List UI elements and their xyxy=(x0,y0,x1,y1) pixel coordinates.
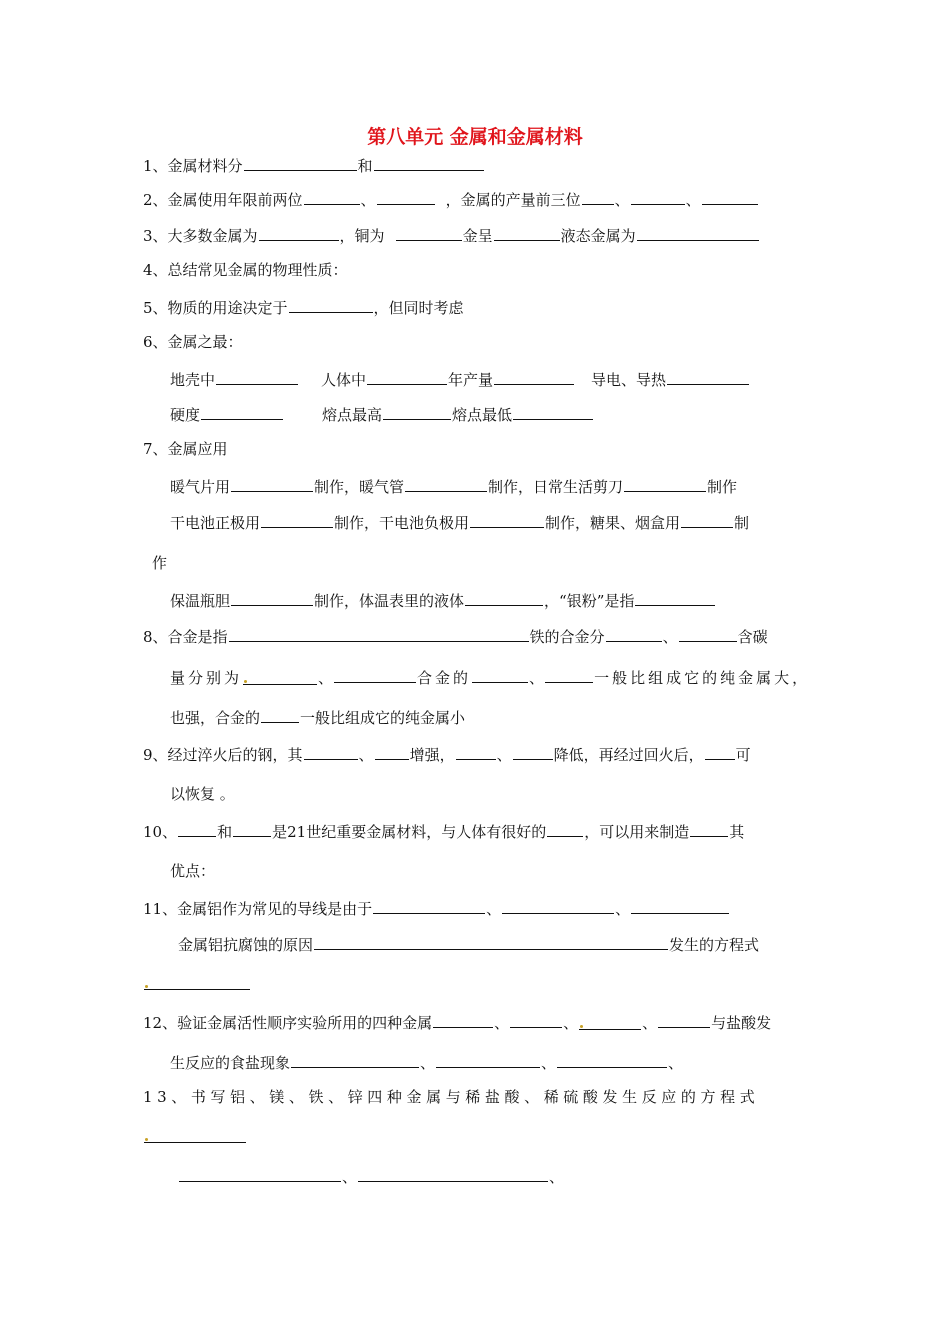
question-7-row-3 xyxy=(170,589,716,611)
q5-text: ，但同时考虑 xyxy=(373,299,464,317)
q9-text: 、 xyxy=(358,746,374,764)
q7-text: 7、金属应用 xyxy=(143,440,228,458)
q2-text: 、 xyxy=(614,191,630,209)
question-13-row-3 xyxy=(178,1165,564,1187)
blank[interactable] xyxy=(374,154,484,171)
q3-text: ，铜为 xyxy=(339,227,385,245)
q10-text: 和 xyxy=(217,823,233,841)
question-11 xyxy=(143,897,730,919)
blank[interactable] xyxy=(465,589,543,606)
blank[interactable] xyxy=(375,743,409,760)
q8-text: 铁的合金分 xyxy=(529,628,605,646)
q7-text: 制作，干电池负极用 xyxy=(334,514,470,532)
q4-text: 4、总结常见金属的物理性质： xyxy=(143,261,348,279)
blank[interactable] xyxy=(377,188,435,205)
blank[interactable] xyxy=(383,403,451,420)
question-12-row-2 xyxy=(170,1051,683,1073)
q12-text: 、 xyxy=(420,1054,436,1072)
q12-text: 、 xyxy=(541,1054,557,1072)
q8-text: 8、合金是指 xyxy=(143,628,228,646)
q7-text: 暖气片用 xyxy=(170,478,231,496)
q10-text: ，可以用来制造 xyxy=(584,823,690,841)
q7-text: 作 xyxy=(152,554,168,572)
blank[interactable] xyxy=(658,1011,710,1028)
blank[interactable] xyxy=(304,188,360,205)
blank[interactable] xyxy=(513,743,553,760)
q11-text: 、 xyxy=(615,900,631,918)
q7-text: 制 xyxy=(734,514,750,532)
q3-text: 3、大多数金属为 xyxy=(143,227,258,245)
question-6 xyxy=(143,332,243,352)
question-12 xyxy=(143,1011,771,1033)
question-10-row-2 xyxy=(170,861,215,881)
question-1 xyxy=(143,154,485,176)
q6-text: 6、金属之最： xyxy=(143,333,243,351)
stray-dot xyxy=(145,985,148,988)
question-6-row-1 xyxy=(170,368,750,390)
blank[interactable] xyxy=(304,743,358,760)
q10-text: 优点： xyxy=(170,862,216,880)
blank[interactable] xyxy=(702,188,758,205)
blank[interactable] xyxy=(334,666,416,683)
q1-text: 1、金属材料分 xyxy=(143,157,243,175)
stray-dot xyxy=(145,1138,148,1141)
question-7-row-1 xyxy=(170,475,737,497)
blank[interactable] xyxy=(291,1051,419,1068)
q12-text: 与盐酸发 xyxy=(711,1014,772,1032)
q6-text: 导电、导热 xyxy=(591,371,667,389)
question-13 xyxy=(143,1087,759,1107)
blank[interactable] xyxy=(606,625,662,642)
q12-text: 、 xyxy=(563,1014,579,1032)
question-7-row-2 xyxy=(170,511,749,533)
q6-text: 年产量 xyxy=(448,371,494,389)
blank[interactable] xyxy=(510,1011,562,1028)
blank[interactable] xyxy=(679,625,737,642)
blank[interactable] xyxy=(582,188,614,205)
q8-text: 含碳 xyxy=(737,628,768,646)
q9-text: 降低，再经过回火后， xyxy=(553,746,704,764)
blank[interactable] xyxy=(545,666,593,683)
blank[interactable] xyxy=(405,475,487,492)
blank[interactable] xyxy=(259,224,339,241)
blank[interactable] xyxy=(456,743,496,760)
q2-text: 、 xyxy=(685,191,701,209)
blank[interactable] xyxy=(436,1051,540,1068)
q2-text: 2、金属使用年限前两位 xyxy=(143,191,303,209)
stray-dot xyxy=(580,1025,583,1028)
blank[interactable] xyxy=(513,403,593,420)
q13-text: 、 xyxy=(549,1168,565,1186)
blank[interactable] xyxy=(557,1051,667,1068)
blank[interactable] xyxy=(231,589,313,606)
q8-text: 量分别为 xyxy=(170,669,243,687)
q8-text: 合金的 xyxy=(417,669,472,687)
blank[interactable] xyxy=(144,973,250,990)
q6-text: 人体中 xyxy=(321,371,367,389)
q7-text: 制作，日常生活剪刀 xyxy=(488,478,624,496)
q11-text: 金属铝抗腐蚀的原因 xyxy=(178,936,314,954)
q13-text: 、 xyxy=(342,1168,358,1186)
q9-text: 增强， xyxy=(409,746,455,764)
question-10 xyxy=(143,820,744,842)
q12-text: 、 xyxy=(642,1014,658,1032)
question-4 xyxy=(143,260,348,280)
q7-text: ，“银粉”是指 xyxy=(544,592,635,610)
q10-text: 10、 xyxy=(143,823,178,841)
blank[interactable] xyxy=(244,154,357,171)
q11-text: 11、金属铝作为常见的导线是由于 xyxy=(143,900,373,918)
q11-text: 发生的方程式 xyxy=(669,936,760,954)
q1-text: 和 xyxy=(357,157,373,175)
blank[interactable] xyxy=(624,475,706,492)
blank[interactable] xyxy=(243,668,317,685)
blank[interactable] xyxy=(231,475,313,492)
blank[interactable] xyxy=(289,296,373,313)
blank[interactable] xyxy=(201,403,283,420)
q9-text: 9、经过淬火后的钢，其 xyxy=(143,746,303,764)
question-9 xyxy=(143,743,751,765)
blank[interactable] xyxy=(433,1011,493,1028)
q8-text: 一般比组成它的纯金属小 xyxy=(300,709,466,727)
q3-text: 金呈 xyxy=(462,227,493,245)
q10-text: 其 xyxy=(729,823,745,841)
q10-text: 是21世纪重要金属材料，与人体有很好的 xyxy=(272,823,547,841)
question-3 xyxy=(143,224,760,246)
q12-text: 、 xyxy=(494,1014,510,1032)
blank[interactable] xyxy=(502,897,614,914)
question-7 xyxy=(143,439,228,459)
q12-text: 12、验证金属活性顺序实验所用的四种金属 xyxy=(143,1014,433,1032)
blank[interactable] xyxy=(144,1126,246,1143)
q9-text: 、 xyxy=(496,746,512,764)
q7-text: 制作，暖气管 xyxy=(314,478,405,496)
q8-text: 也强，合金的 xyxy=(170,709,261,727)
q3-text: 液态金属为 xyxy=(560,227,636,245)
q8-text: 一般比组成它的纯金属大， xyxy=(594,669,811,687)
question-8-row-2 xyxy=(170,666,810,688)
blank[interactable] xyxy=(396,224,462,241)
q6-text: 熔点最低 xyxy=(452,406,513,424)
blank[interactable] xyxy=(358,1165,548,1182)
blank[interactable] xyxy=(178,820,216,837)
q12-text: 生反应的食盐现象 xyxy=(170,1054,291,1072)
question-2 xyxy=(143,188,759,210)
question-7-row-2-wrap xyxy=(152,553,167,573)
q2-text: ，金属的产量前三位 xyxy=(445,191,581,209)
blank[interactable] xyxy=(631,897,729,914)
blank[interactable] xyxy=(470,511,544,528)
blank[interactable] xyxy=(494,224,560,241)
blank[interactable] xyxy=(681,511,733,528)
blank[interactable] xyxy=(631,188,685,205)
q11-text: 、 xyxy=(486,900,502,918)
q9-text: 可 xyxy=(735,746,751,764)
q12-text: 、 xyxy=(668,1054,684,1072)
q6-text: 硬度 xyxy=(170,406,201,424)
blank[interactable] xyxy=(705,743,735,760)
q7-text: 保温瓶胆 xyxy=(170,592,231,610)
blank[interactable] xyxy=(690,820,728,837)
blank[interactable] xyxy=(179,1165,341,1182)
blank[interactable] xyxy=(261,706,299,723)
question-6-row-2 xyxy=(170,403,594,425)
q13-text: 13、书写铝、镁、铁、锌四种金属与稀盐酸、稀硫酸发生反应的方程式 xyxy=(143,1088,760,1106)
q6-text: 熔点最高 xyxy=(322,406,383,424)
q8-text: 、 xyxy=(662,628,678,646)
q2-text: 、 xyxy=(360,191,376,209)
question-11-row-3 xyxy=(143,973,251,993)
q5-text: 5、物质的用途决定于 xyxy=(143,299,288,317)
blank[interactable] xyxy=(494,368,574,385)
blank[interactable] xyxy=(635,589,715,606)
question-11-row-2 xyxy=(178,933,759,955)
question-8 xyxy=(143,625,768,647)
q8-text: 、 xyxy=(529,669,545,687)
question-5 xyxy=(143,296,464,318)
q8-text: 、 xyxy=(318,669,334,687)
blank[interactable] xyxy=(229,625,529,642)
blank[interactable] xyxy=(216,368,298,385)
blank[interactable] xyxy=(579,1013,641,1030)
blank[interactable] xyxy=(547,820,583,837)
blank[interactable] xyxy=(314,933,668,950)
blank[interactable] xyxy=(637,224,759,241)
blank[interactable] xyxy=(373,897,485,914)
q7-text: 干电池正极用 xyxy=(170,514,261,532)
blank[interactable] xyxy=(261,511,333,528)
q7-text: 制作 xyxy=(707,478,738,496)
q7-text: 制作，糖果、烟盒用 xyxy=(545,514,681,532)
q7-text: 制作，体温表里的液体 xyxy=(314,592,465,610)
question-13-row-2 xyxy=(143,1126,247,1146)
blank[interactable] xyxy=(233,820,271,837)
question-8-row-3 xyxy=(170,706,465,728)
q6-text: 地壳中 xyxy=(170,371,216,389)
blank[interactable] xyxy=(667,368,749,385)
blank[interactable] xyxy=(367,368,447,385)
blank[interactable] xyxy=(472,666,528,683)
stray-dot xyxy=(244,680,247,683)
q9-text: 以恢复 。 xyxy=(170,785,235,803)
question-9-row-2 xyxy=(170,784,235,804)
page-title: 第八单元 金属和金属材料 xyxy=(367,126,583,148)
